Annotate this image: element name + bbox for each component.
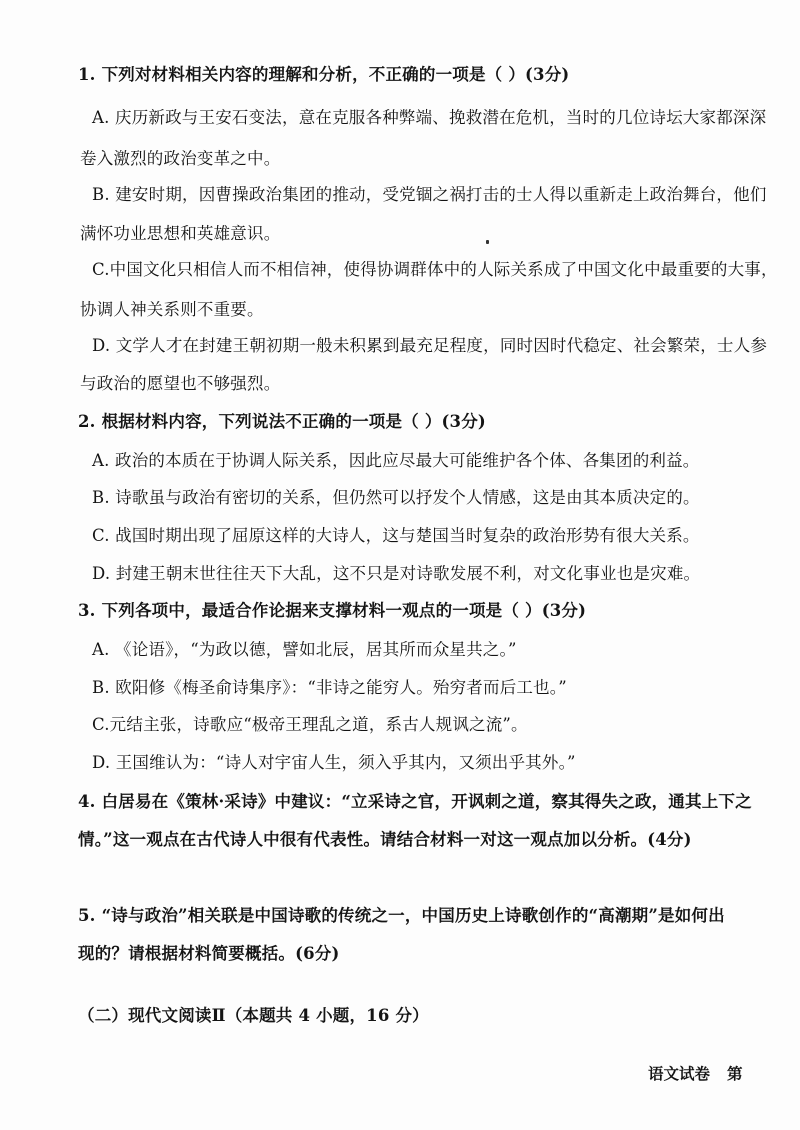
q3-option-c: C.元结主张，诗歌应“极帝王理乱之道，系古人规讽之流”。 [92,715,528,734]
q1-option-d-line2: 与政治的愿望也不够强烈。 [80,374,281,393]
footer-page-label: 第 [727,1064,743,1083]
q2-option-b: B. 诗歌虽与政治有密切的关系，但仍然可以抒发个人情感，这是由其本质决定的。 [92,488,700,507]
q1-option-b-line1: B. 建安时期，因曹操政治集团的推动，受党锢之祸打击的士人得以重新走上政治舞台，他们 [92,185,767,204]
q3-stem: 3. 下列各项中，最适合作论据来支撑材料一观点的一项是（ ）(3分) [78,601,587,620]
q1-option-b-line2: 满怀功业思想和英雄意识。 [80,224,281,243]
q4-line2: 情。”这一观点在古代诗人中很有代表性。请结合材料一对这一观点加以分析。(4分) [78,830,692,849]
q1-option-c-line1: C.中国文化只相信人而不相信神，使得协调群体中的人际关系成了中国文化中最重要的大事， [92,260,778,279]
q2-stem: 2. 根据材料内容，下列说法不正确的一项是（ ）(3分) [78,412,486,431]
scan-speck [486,240,489,244]
q5-line2: 现的？请根据材料简要概括。(6分) [78,944,340,963]
q1-option-d-line1: D. 文学人才在封建王朝初期一般未积累到最充足程度，同时因时代稳定、社会繁荣，士人参 [92,336,768,355]
q2-option-d: D. 封建王朝末世往往天下大乱，这不只是对诗歌发展不利，对文化事业也是灾难。 [92,564,701,583]
q5-line1: 5. “诗与政治”相关联是中国诗歌的传统之一，中国历史上诗歌创作的“高潮期”是如何出 [78,906,725,925]
q4-line1: 4. 白居易在《策林·采诗》中建议：“立采诗之官，开讽刺之道，察其得失之政，通其上下之 [78,792,752,811]
q2-option-c: C. 战国时期出现了屈原这样的大诗人，这与楚国当时复杂的政治形势有很大关系。 [92,526,700,545]
q3-option-a: A. 《论语》，“为政以德，譬如北辰，居其所而众星共之。” [92,640,517,659]
section-heading: （二）现代文阅读Ⅱ（本题共 4 小题，16 分） [78,1006,429,1025]
q1-option-a-line2: 卷入激烈的政治变革之中。 [80,149,281,168]
q1-option-a-line1: A. 庆历新政与王安石变法，意在克服各种弊端、挽救潜在危机，当时的几位诗坛大家都深深 [92,108,767,127]
footer-subject: 语文试卷 [648,1064,711,1083]
q1-stem: 1. 下列对材料相关内容的理解和分析，不正确的一项是（ ）(3分) [78,65,570,84]
q2-option-a: A. 政治的本质在于协调人际关系，因此应尽最大可能维护各个体、各集团的利益。 [92,451,700,470]
q3-option-b: B. 欧阳修《梅圣俞诗集序》：“非诗之能穷人。殆穷者而后工也。” [92,678,567,697]
q3-option-d: D. 王国维认为：“诗人对宇宙人生，须入乎其内，又须出乎其外。” [92,753,576,772]
q1-option-c-line2: 协调人神关系则不重要。 [80,300,264,319]
